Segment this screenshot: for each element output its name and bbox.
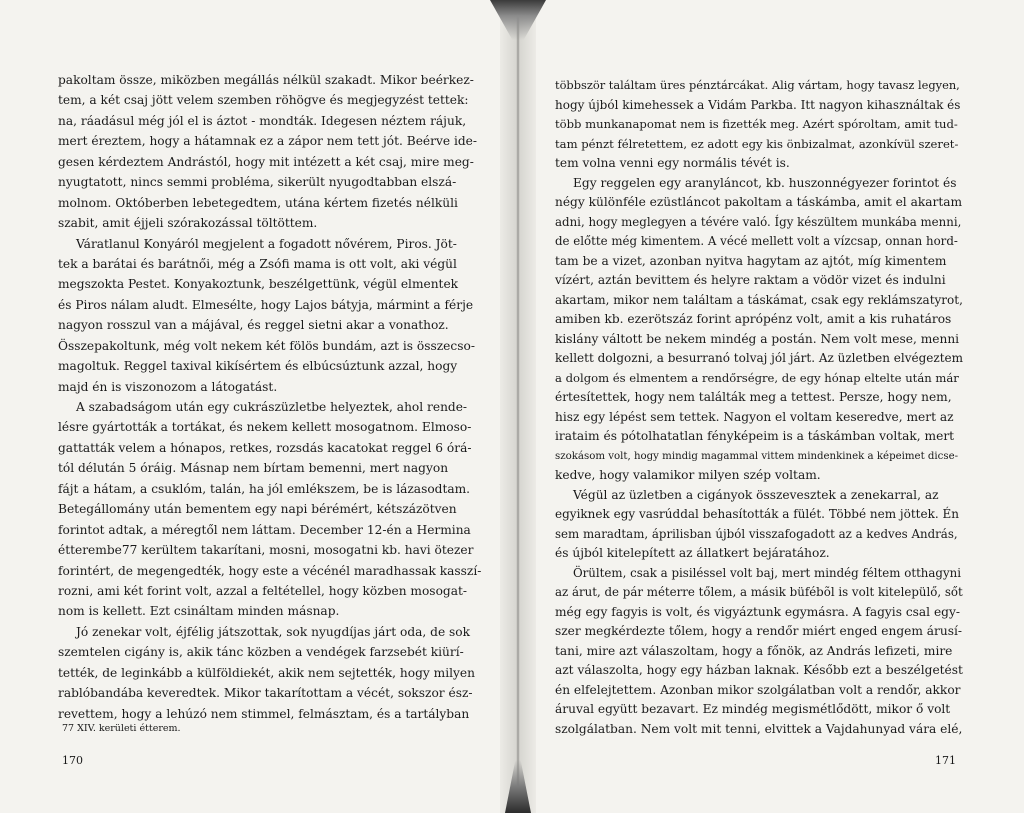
text-line: amiben kb. ezerötszáz forint aprópénz volt, amit a kis ruhatáros	[555, 312, 952, 326]
text-line: nyugtatott, nincs semmi probléma, sikerült nyugodtabban elszá-	[58, 175, 457, 190]
text-line: áruval együtt bezavart. Ez mindég megismétlődött, mikor ő volt	[555, 702, 951, 716]
text-line: gattatták velem a hónapos, retkes, rozsdás kacatokat reggel 6 órá-	[58, 440, 472, 455]
text-line: nom is kellett. Ezt csináltam minden másnap.	[58, 604, 340, 619]
text-line: a dolgom és elmentem a rendőrségre, de egy hónap eltelte után már	[555, 370, 959, 385]
text-line: sem maradtam, áprilisban újból visszafogadott az a kedves András,	[555, 526, 958, 541]
text-line: gesen kérdeztem Andrástól, hogy mit intézett a két csaj, mire meg-	[58, 154, 474, 169]
text-line: tették, de leginkább a külföldiekét, akik nem sejtették, hogy milyen	[58, 665, 475, 680]
left-page-text	[58, 70, 482, 724]
text-line: még egy fagyis is volt, és vigyáztunk egymásra. A fagyis csal egy-	[555, 604, 960, 619]
text-line: kedve, hogy valamikor milyen szép voltam.	[555, 468, 821, 482]
text-line: szer megkérdezte tőlem, hogy a rendőr miért enged engem árusí-	[555, 624, 963, 638]
book-spine	[500, 0, 536, 813]
text-line: Jó zenekar volt, éjfélig játszottak, sok nyugdíjas járt oda, de sok	[76, 624, 471, 639]
text-line: adni, hogy meglegyen a tévére való. Így készültem munkába menni,	[555, 214, 962, 229]
text-line: négy különféle ezüstláncot pakoltam a táskámba, amit el akartam	[555, 195, 963, 209]
text-line: tani, mire azt válaszoltam, hogy a főnök, az András lefizeti, mire	[555, 643, 953, 658]
text-line: Örültem, csak a pisiléssel volt baj, mert mindég féltem otthagyni	[573, 565, 962, 580]
text-line: tem volna venni egy normális tévét is.	[555, 156, 790, 170]
text-line: kislány váltott be nekem mindég a postán. Nem volt mese, menni	[555, 331, 960, 346]
text-line: többször találtam üres pénztárcákat. Alig vártam, hogy tavasz legyen,	[555, 78, 960, 92]
text-line: rablóbandába keveredtek. Mikor takarítottam a vécét, sokszor ész-	[58, 686, 473, 701]
text-line: revettem, hogy a lehúzó nem stimmel, felmásztam, és a tartályban	[58, 706, 470, 721]
text-line: kellett dolgozni, a besurranó tolvaj jól járt. Az üzletben elvégeztem	[555, 351, 963, 365]
text-line: és újból kitelepített az állatkert bejáratához.	[555, 546, 830, 560]
text-line: Összepakoltunk, még volt nekem két fölös bundám, azt is összecso-	[58, 338, 475, 353]
spine-shadow-top	[490, 0, 546, 40]
text-line: Egy reggelen egy aranyláncot, kb. huszonnégyezer forintot és	[573, 175, 957, 190]
text-line: szokásom volt, hogy mindig magammal vittem mindenkinek a képeimet dicse-	[555, 450, 959, 462]
text-line: Végül az üzletben a cigányok összevesztek a zenekarral, az	[573, 487, 939, 502]
footnote: 77 XIV. kerületi étterem.	[62, 723, 181, 734]
text-line: irataim és pótolhatatlan fényképeim is a táskámban voltak, mert	[555, 429, 955, 443]
text-line: az árut, de pár méterre tőlem, a másik büfébõl is volt kitelepülő, sőt	[555, 585, 963, 599]
text-line: de előtte még kimentem. A vécé mellett volt a vízcsap, onnan hord-	[555, 234, 958, 248]
page-number-left: 170	[62, 754, 83, 767]
text-line: hisz egy lépést sem tettek. Nagyon el voltam keseredve, mert az	[555, 409, 954, 424]
text-line: tól délután 5 óráig. Másnap nem bírtam bemenni, mert nagyon	[58, 461, 449, 476]
text-line: vízért, aztán bevittem és helyre raktam a vödör vizet és indulni	[555, 273, 946, 287]
text-line: szabit, amit éjjeli szórakozással töltöttem.	[58, 216, 318, 231]
text-line: nagyon rosszul van a májával, és reggel sietni akar a vonathoz.	[58, 318, 449, 333]
text-line: majd én is viszonozom a látogatást.	[58, 379, 278, 394]
text-line: lésre gyártották a tortákat, és nekem kellett mosogatnom. Elmoso-	[58, 420, 472, 435]
text-line: akartam, mikor nem találtam a táskámat, csak egy reklámszatyrot,	[555, 292, 963, 307]
text-line: én elfelejtettem. Azonban mikor szolgálatban volt a rendőr, akkor	[555, 682, 961, 697]
text-line: megszokta Pestet. Konyakoztunk, beszélgettünk, végül elmentek	[58, 277, 459, 292]
text-line: rozni, ami két forint volt, azzal a feltétellel, hogy közben mosogat-	[58, 583, 467, 598]
text-line: forintért, de megengedték, hogy este a vécénél maradhassak kasszí-	[58, 563, 482, 578]
text-line: szemtelen cigány is, akik tánc közben a vendégek farzsebét kiürí-	[58, 645, 464, 660]
text-line: tek a barátai és barátnői, még a Zsófi mama is ott volt, aki végül	[58, 256, 457, 271]
text-line: értesítettek, hogy nem találták meg a tettest. Persze, hogy nem,	[555, 390, 952, 404]
text-line: szolgálatban. Nem volt mit tenni, elvittek a Vajdahunyad vára elé,	[555, 721, 963, 736]
text-line: azt válaszolta, hogy egy házban laknak. Később ezt a beszélgetést	[555, 663, 963, 677]
text-line: és Piros nálam aludt. Elmesélte, hogy Lajos bátyja, mármint a férje	[58, 297, 474, 312]
text-line: forintot adtak, a méregtől nem láttam. December 12-én a Hermina	[58, 522, 471, 537]
text-line: tam pénzt félretettem, ez adott egy kis önbizalmat, azonkívül szeret-	[555, 136, 959, 151]
text-line: étterembe77 kerültem takarítani, mosni, mosogatni kb. havi ötezer	[58, 543, 474, 558]
text-line: több munkanapomat nem is fizették meg. Azért spóroltam, amit tud-	[555, 117, 958, 131]
text-line: mert éreztem, hogy a hátamnak ez a zápor nem tett jót. Beérve ide-	[58, 134, 477, 149]
text-line: Váratlanul Konyáról megjelent a fogadott nővérem, Piros. Jöt-	[76, 236, 457, 251]
text-line: fájt a hátam, a csuklóm, talán, ha jól emlékszem, be is lázasodtam.	[58, 481, 471, 496]
right-page-text	[555, 76, 963, 739]
page-number-right: 171	[935, 754, 956, 767]
text-line: magoltuk. Reggel taxival kikísértem és elbúcsúztunk azzal, hogy	[58, 359, 458, 374]
text-line: molnom. Októberben lebetegedtem, utána kértem fizetés nélküli	[58, 195, 458, 210]
text-line: tam be a vizet, azonban nyitva hagytam az ajtót, míg kimentem	[555, 253, 947, 268]
text-line: pakoltam össze, miközben megállás nélkül szakadt. Mikor beérkez-	[58, 73, 474, 87]
text-line: A szabadságom után egy cukrászüzletbe helyeztek, ahol rende-	[76, 400, 468, 414]
text-line: Betegállomány után bementem egy napi bérémért, kétszázötven	[58, 502, 457, 517]
text-line: egyiknek egy vasrúddal behasították a fülét. Többé nem jöttek. Én	[555, 507, 959, 521]
text-line: hogy újból kimehessek a Vidám Parkba. Itt nagyon kihasználtak és	[555, 97, 961, 112]
text-line: na, ráadásul még jól el is áztot - mondták. Idegesen néztem rájuk,	[58, 113, 467, 128]
text-line: tem, a két csaj jött velem szemben röhögve és megjegyzést tettek:	[58, 93, 469, 108]
